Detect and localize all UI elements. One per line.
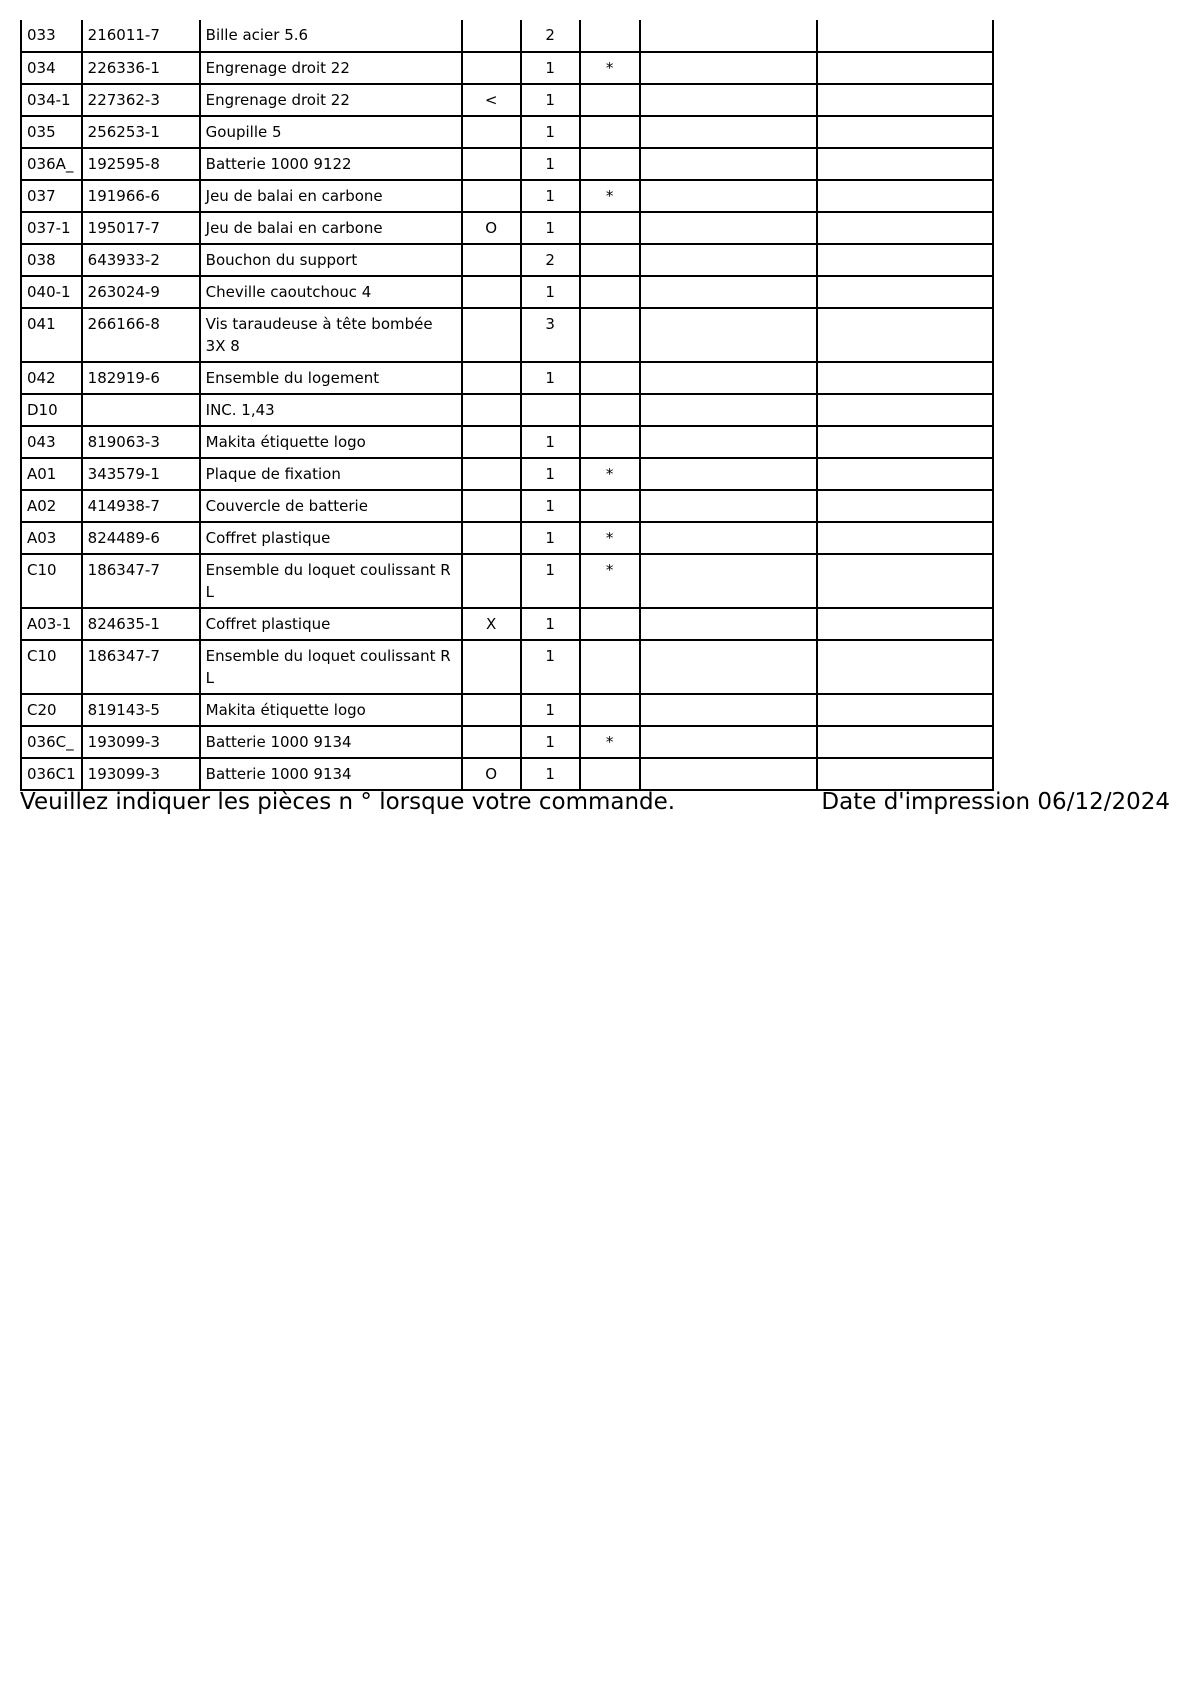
part-reference-cell: 191966-6 <box>82 180 200 212</box>
part-note-cell <box>462 116 521 148</box>
empty-cell <box>640 458 817 490</box>
table-row <box>21 394 993 426</box>
part-number-cell: 036C_ <box>21 726 82 758</box>
part-note-cell <box>462 554 521 608</box>
part-note-cell <box>462 458 521 490</box>
part-description-cell: Plaque de fixation <box>200 458 462 490</box>
part-number-cell: 042 <box>21 362 82 394</box>
part-description-cell: Coffret plastique <box>200 522 462 554</box>
table-row <box>21 522 993 554</box>
parts-table-body <box>21 20 993 790</box>
empty-cell <box>640 694 817 726</box>
part-quantity-cell: 3 <box>521 308 580 362</box>
part-quantity-cell: 1 <box>521 84 580 116</box>
part-mark-cell <box>580 608 640 640</box>
part-reference-cell: 824635-1 <box>82 608 200 640</box>
part-quantity-cell: 1 <box>521 758 580 790</box>
part-reference-cell: 226336-1 <box>82 52 200 84</box>
part-number-cell: C10 <box>21 554 82 608</box>
part-note-cell: < <box>462 84 521 116</box>
part-quantity-cell: 2 <box>521 20 580 52</box>
part-quantity-cell: 1 <box>521 490 580 522</box>
empty-cell <box>817 116 993 148</box>
part-mark-cell <box>580 276 640 308</box>
part-number-cell: 037-1 <box>21 212 82 244</box>
part-note-cell: X <box>462 608 521 640</box>
empty-cell <box>640 20 817 52</box>
part-number-cell: 037 <box>21 180 82 212</box>
table-row <box>21 554 993 608</box>
table-row <box>21 640 993 694</box>
table-row <box>21 84 993 116</box>
part-quantity-cell: 1 <box>521 640 580 694</box>
empty-cell <box>640 148 817 180</box>
part-reference-cell: 192595-8 <box>82 148 200 180</box>
part-note-cell <box>462 694 521 726</box>
empty-cell <box>817 362 993 394</box>
empty-cell <box>640 426 817 458</box>
part-description-cell: Couvercle de batterie <box>200 490 462 522</box>
empty-cell <box>817 244 993 276</box>
part-reference-cell: 266166-8 <box>82 308 200 362</box>
part-mark-cell <box>580 84 640 116</box>
part-quantity-cell: 1 <box>521 554 580 608</box>
table-row <box>21 276 993 308</box>
table-row <box>21 608 993 640</box>
table-row <box>21 212 993 244</box>
part-reference-cell: 216011-7 <box>82 20 200 52</box>
part-mark-cell: * <box>580 522 640 554</box>
part-reference-cell: 186347-7 <box>82 554 200 608</box>
part-note-cell <box>462 276 521 308</box>
part-reference-cell: 193099-3 <box>82 726 200 758</box>
part-note-cell: O <box>462 758 521 790</box>
part-description-cell: Cheville caoutchouc 4 <box>200 276 462 308</box>
part-description-cell: Ensemble du logement <box>200 362 462 394</box>
empty-cell <box>640 522 817 554</box>
part-reference-cell: 643933-2 <box>82 244 200 276</box>
part-note-cell <box>462 522 521 554</box>
part-reference-cell: 193099-3 <box>82 758 200 790</box>
part-quantity-cell <box>521 394 580 426</box>
part-number-cell: 036C1 <box>21 758 82 790</box>
part-reference-cell: 824489-6 <box>82 522 200 554</box>
part-reference-cell: 227362-3 <box>82 84 200 116</box>
part-note-cell <box>462 308 521 362</box>
part-quantity-cell: 1 <box>521 212 580 244</box>
part-reference-cell: 182919-6 <box>82 362 200 394</box>
part-number-cell: 041 <box>21 308 82 362</box>
part-mark-cell: * <box>580 180 640 212</box>
order-instruction: Veuillez indiquer les pièces n ° lorsque votre commande. <box>20 789 676 815</box>
table-row <box>21 116 993 148</box>
empty-cell <box>817 640 993 694</box>
empty-cell <box>817 308 993 362</box>
empty-cell <box>640 640 817 694</box>
part-number-cell: A03 <box>21 522 82 554</box>
empty-cell <box>817 694 993 726</box>
empty-cell <box>640 84 817 116</box>
empty-cell <box>817 726 993 758</box>
part-note-cell <box>462 362 521 394</box>
part-note-cell <box>462 394 521 426</box>
empty-cell <box>640 212 817 244</box>
part-number-cell: 036A_ <box>21 148 82 180</box>
empty-cell <box>817 180 993 212</box>
part-description-cell: Engrenage droit 22 <box>200 84 462 116</box>
table-row <box>21 490 993 522</box>
part-description-cell: Makita étiquette logo <box>200 694 462 726</box>
part-number-cell: 033 <box>21 20 82 52</box>
part-number-cell: 038 <box>21 244 82 276</box>
table-row <box>21 308 993 362</box>
empty-cell <box>640 308 817 362</box>
print-date: Date d'impression 06/12/2024 <box>821 789 1170 815</box>
part-quantity-cell: 1 <box>521 276 580 308</box>
part-number-cell: 040-1 <box>21 276 82 308</box>
part-description-cell: INC. 1,43 <box>200 394 462 426</box>
empty-cell <box>817 394 993 426</box>
table-row <box>21 244 993 276</box>
table-row <box>21 362 993 394</box>
part-description-cell: Batterie 1000 9134 <box>200 726 462 758</box>
empty-cell <box>640 394 817 426</box>
part-description-cell: Coffret plastique <box>200 608 462 640</box>
part-note-cell <box>462 52 521 84</box>
part-reference-cell: 186347-7 <box>82 640 200 694</box>
part-quantity-cell: 1 <box>521 52 580 84</box>
part-quantity-cell: 1 <box>521 458 580 490</box>
part-quantity-cell: 1 <box>521 148 580 180</box>
empty-cell <box>817 84 993 116</box>
empty-cell <box>640 116 817 148</box>
part-quantity-cell: 1 <box>521 426 580 458</box>
empty-cell <box>640 244 817 276</box>
part-description-cell: Batterie 1000 9134 <box>200 758 462 790</box>
table-row <box>21 726 993 758</box>
part-quantity-cell: 1 <box>521 180 580 212</box>
part-description-cell: Batterie 1000 9122 <box>200 148 462 180</box>
part-mark-cell <box>580 212 640 244</box>
empty-cell <box>817 212 993 244</box>
empty-cell <box>817 276 993 308</box>
part-description-cell: Bouchon du support <box>200 244 462 276</box>
empty-cell <box>640 490 817 522</box>
part-description-cell: Ensemble du loquet coulissant R L <box>200 640 462 694</box>
part-number-cell: 035 <box>21 116 82 148</box>
part-number-cell: A03-1 <box>21 608 82 640</box>
part-number-cell: 034-1 <box>21 84 82 116</box>
part-note-cell <box>462 148 521 180</box>
part-mark-cell <box>580 694 640 726</box>
table-row <box>21 180 993 212</box>
empty-cell <box>817 608 993 640</box>
part-reference-cell: 195017-7 <box>82 212 200 244</box>
part-mark-cell: * <box>580 726 640 758</box>
part-description-cell: Jeu de balai en carbone <box>200 212 462 244</box>
part-description-cell: Ensemble du loquet coulissant R L <box>200 554 462 608</box>
part-note-cell <box>462 426 521 458</box>
part-reference-cell <box>82 394 200 426</box>
part-reference-cell: 819063-3 <box>82 426 200 458</box>
part-number-cell: 034 <box>21 52 82 84</box>
table-row <box>21 426 993 458</box>
empty-cell <box>817 52 993 84</box>
part-mark-cell: * <box>580 554 640 608</box>
part-mark-cell <box>580 148 640 180</box>
part-mark-cell <box>580 308 640 362</box>
part-description-cell: Vis taraudeuse à tête bombée 3X 8 <box>200 308 462 362</box>
part-number-cell: C20 <box>21 694 82 726</box>
part-mark-cell <box>580 116 640 148</box>
part-mark-cell: * <box>580 52 640 84</box>
part-mark-cell <box>580 394 640 426</box>
parts-table <box>20 20 994 791</box>
empty-cell <box>817 554 993 608</box>
empty-cell <box>640 608 817 640</box>
part-quantity-cell: 1 <box>521 362 580 394</box>
part-note-cell <box>462 640 521 694</box>
part-quantity-cell: 1 <box>521 608 580 640</box>
empty-cell <box>640 726 817 758</box>
part-number-cell: C10 <box>21 640 82 694</box>
part-mark-cell: * <box>580 458 640 490</box>
part-mark-cell <box>580 426 640 458</box>
part-reference-cell: 343579-1 <box>82 458 200 490</box>
part-number-cell: 043 <box>21 426 82 458</box>
table-row <box>21 694 993 726</box>
part-note-cell <box>462 490 521 522</box>
part-number-cell: A01 <box>21 458 82 490</box>
part-reference-cell: 263024-9 <box>82 276 200 308</box>
footer <box>20 786 1170 818</box>
part-note-cell <box>462 244 521 276</box>
empty-cell <box>817 490 993 522</box>
part-quantity-cell: 1 <box>521 116 580 148</box>
empty-cell <box>640 180 817 212</box>
part-quantity-cell: 1 <box>521 694 580 726</box>
empty-cell <box>817 426 993 458</box>
empty-cell <box>817 20 993 52</box>
table-row <box>21 148 993 180</box>
empty-cell <box>817 522 993 554</box>
part-quantity-cell: 2 <box>521 244 580 276</box>
empty-cell <box>640 554 817 608</box>
part-reference-cell: 819143-5 <box>82 694 200 726</box>
empty-cell <box>817 458 993 490</box>
part-description-cell: Makita étiquette logo <box>200 426 462 458</box>
empty-cell <box>817 148 993 180</box>
part-note-cell: O <box>462 212 521 244</box>
part-mark-cell <box>580 490 640 522</box>
empty-cell <box>640 276 817 308</box>
part-description-cell: Jeu de balai en carbone <box>200 180 462 212</box>
part-description-cell: Bille acier 5.6 <box>200 20 462 52</box>
part-description-cell: Engrenage droit 22 <box>200 52 462 84</box>
part-mark-cell <box>580 244 640 276</box>
table-row <box>21 20 993 52</box>
part-description-cell: Goupille 5 <box>200 116 462 148</box>
table-row <box>21 458 993 490</box>
empty-cell <box>640 362 817 394</box>
part-quantity-cell: 1 <box>521 726 580 758</box>
part-mark-cell <box>580 362 640 394</box>
part-reference-cell: 414938-7 <box>82 490 200 522</box>
part-number-cell: D10 <box>21 394 82 426</box>
part-number-cell: A02 <box>21 490 82 522</box>
table-row <box>21 52 993 84</box>
part-note-cell <box>462 726 521 758</box>
part-mark-cell <box>580 640 640 694</box>
empty-cell <box>640 52 817 84</box>
part-note-cell <box>462 20 521 52</box>
part-mark-cell <box>580 20 640 52</box>
part-reference-cell: 256253-1 <box>82 116 200 148</box>
part-quantity-cell: 1 <box>521 522 580 554</box>
part-note-cell <box>462 180 521 212</box>
